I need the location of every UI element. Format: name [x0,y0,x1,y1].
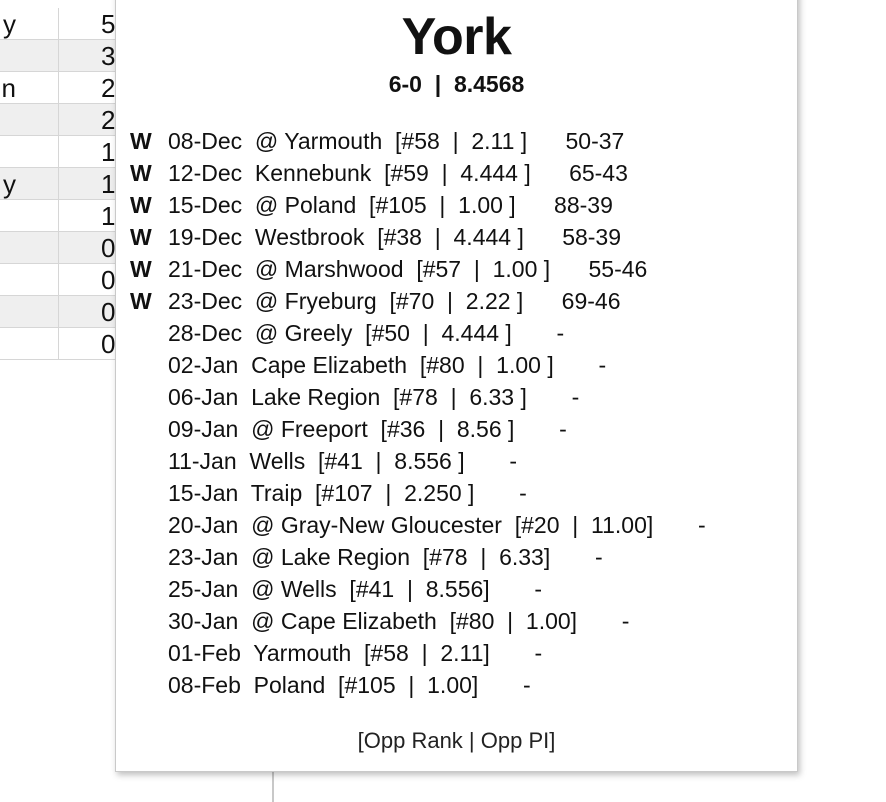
game-details: 06-Jan Lake Region [#78 | 6.33 ] - [168,384,580,410]
table-cell-name [0,104,59,136]
game-row [130,605,706,637]
game-result: W [130,288,152,314]
game-details: 25-Jan @ Wells [#41 | 8.556] - [168,576,543,602]
game-row [130,189,706,221]
cell-text: y [3,9,16,39]
game-result: W [130,192,152,218]
table-row[interactable] [0,328,120,360]
table-cell-value: 0 [101,329,116,359]
table-row[interactable] [0,40,120,72]
table-row[interactable] [0,232,120,264]
game-details: 12-Dec Kennebunk [#59 | 4.444 ] 65-43 [168,160,628,186]
table-cell-name [0,264,59,296]
cell-text: y [3,169,16,199]
table-cell-name [0,8,59,40]
game-row [130,477,706,509]
table-row[interactable] [0,136,120,168]
game-row [130,157,706,189]
table-row[interactable] [0,264,120,296]
table-cell-name [0,328,59,360]
game-details: 01-Feb Yarmouth [#58 | 2.11] - [168,640,543,666]
game-result: W [130,128,152,154]
game-details: 23-Dec @ Fryeburg [#70 | 2.22 ] 69-46 [168,288,621,314]
table-cell-name [0,200,59,232]
game-details: 21-Dec @ Marshwood [#57 | 1.00 ] 55-46 [168,256,648,282]
game-row [130,285,706,317]
table-cell-name [0,72,59,104]
game-list [130,125,706,701]
game-row [130,221,706,253]
team-record: 6-0 | 8.4568 [388,71,525,97]
game-row [130,381,706,413]
game-details: 09-Jan @ Freeport [#36 | 8.56 ] - [168,416,567,442]
table-cell-value: 2 [101,105,116,135]
game-details: 15-Jan Traip [#107 | 2.250 ] - [168,480,527,506]
table-row[interactable] [0,200,120,232]
table-row[interactable] [0,296,120,328]
game-details: 11-Jan Wells [#41 | 8.556 ] - [168,448,518,474]
game-details: 08-Dec @ Yarmouth [#58 | 2.11 ] 50-37 [168,128,625,154]
table-cell-value: 3 [101,41,116,71]
table-cell-value: 2 [101,73,116,103]
game-row [130,509,706,541]
table-cell-value: 1 [101,169,116,199]
game-row [130,125,706,157]
game-row [130,669,706,701]
table-row[interactable] [0,72,120,104]
background-table [0,0,120,490]
game-row [130,541,706,573]
table-cell-value: 0 [101,297,116,327]
table-cell-value: 1 [101,201,116,231]
table-row[interactable] [0,104,120,136]
legend-note: [Opp Rank | Opp PI] [357,728,556,753]
game-row [130,637,706,669]
table-cell-name [0,296,59,328]
game-details: 08-Feb Poland [#105 | 1.00] - [168,672,531,698]
game-details: 19-Dec Westbrook [#38 | 4.444 ] 58-39 [168,224,622,250]
game-row [130,317,706,349]
table-cell-name [0,232,59,264]
game-row [130,445,706,477]
table-row[interactable] [0,8,120,40]
table-cell-value: 1 [101,137,116,167]
column-divider [272,772,274,802]
game-row [130,573,706,605]
game-result: W [130,256,152,282]
game-details: 30-Jan @ Cape Elizabeth [#80 | 1.00] - [168,608,630,634]
game-details: 28-Dec @ Greely [#50 | 4.444 ] - [168,320,565,346]
table-cell-value: 0 [101,265,116,295]
table-cell-value: 0 [101,233,116,263]
team-name: York [401,8,512,66]
game-row [130,413,706,445]
game-row [130,253,706,285]
game-result: W [130,160,152,186]
game-result: W [130,224,152,250]
cell-text: n [1,73,16,103]
game-details: 15-Dec @ Poland [#105 | 1.00 ] 88-39 [168,192,613,218]
game-row [130,349,706,381]
table-row[interactable] [0,168,120,200]
game-details: 02-Jan Cape Elizabeth [#80 | 1.00 ] - [168,352,607,378]
table-cell-name [0,168,59,200]
table-cell-value: 5 [101,9,116,39]
game-details: 20-Jan @ Gray-New Gloucester [#20 | 11.00] - [168,512,706,538]
game-details: 23-Jan @ Lake Region [#78 | 6.33] - [168,544,603,570]
table-cell-name [0,40,59,72]
team-schedule-tooltip [115,0,798,772]
table-cell-name [0,136,59,168]
